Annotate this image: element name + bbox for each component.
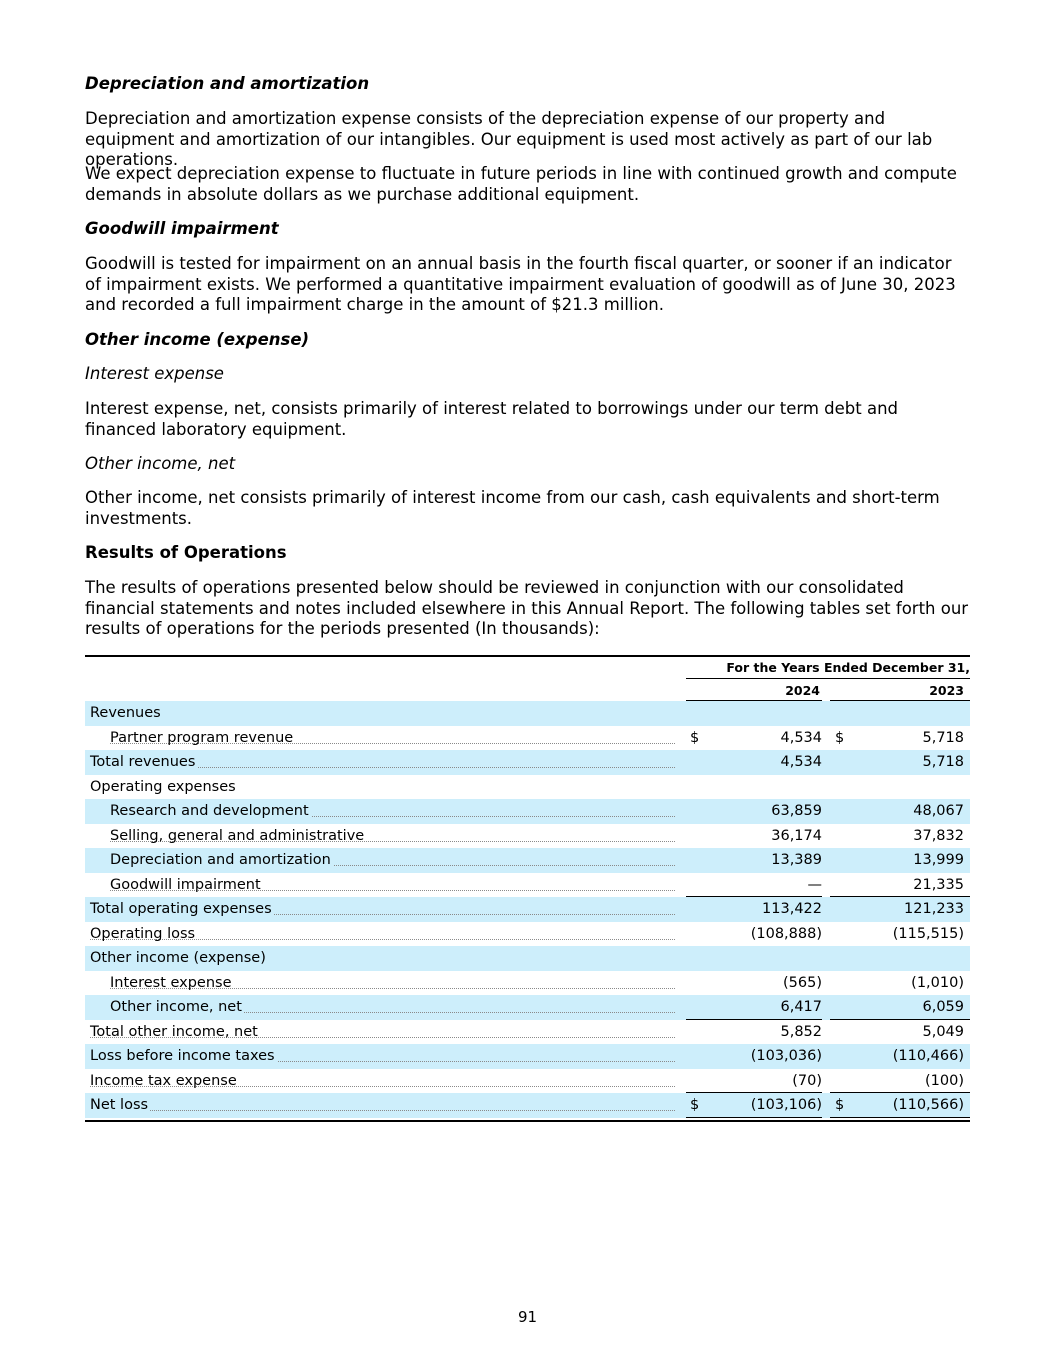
table-row <box>85 873 970 898</box>
row-label: Total operating expenses <box>90 901 272 917</box>
value-2024: 36,174 <box>771 827 822 844</box>
value-2024: 13,389 <box>771 852 822 868</box>
table-row <box>85 824 970 849</box>
subtotal-rule <box>830 1019 970 1020</box>
section-heading-goodwill: Goodwill impairment <box>85 219 279 238</box>
value-2023: (115,515) <box>892 925 964 942</box>
row-label: Total other income, net <box>90 1023 258 1040</box>
table-row <box>85 1093 970 1118</box>
currency-symbol: $ <box>690 729 700 746</box>
row-label: Operating expenses <box>90 778 236 795</box>
table-row <box>85 995 970 1020</box>
row-label: Depreciation and amortization <box>110 852 331 868</box>
paragraph-other-income-net: Other income, net consists primarily of interest income from our cash, cash equivalents and short-term investments. <box>85 488 940 528</box>
table-top-rule <box>85 655 970 657</box>
section-heading-results: Results of Operations <box>85 543 287 562</box>
row-label: Other income (expense) <box>90 950 266 966</box>
row-label: Loss before income taxes <box>90 1048 275 1064</box>
value-2024: 6,417 <box>780 999 822 1015</box>
paragraph-interest-expense: Interest expense, net, consists primarily of interest related to borrowings under our term debt and financed laboratory equipment. <box>85 399 899 439</box>
row-label: Partner program revenue <box>110 729 294 746</box>
subtotal-rule <box>830 1092 970 1093</box>
value-2023: 21,335 <box>913 876 964 893</box>
table-row <box>85 922 970 947</box>
section-heading-depreciation: Depreciation and amortization <box>85 74 370 93</box>
table-period-header: For the Years Ended December 31, <box>726 660 970 675</box>
header-rule <box>686 678 970 679</box>
table-row <box>85 775 970 800</box>
subtotal-rule <box>686 1092 822 1093</box>
table-bottom-rule <box>85 1120 970 1122</box>
row-label: Income tax expense <box>90 1072 237 1089</box>
value-2023: (100) <box>925 1072 964 1089</box>
value-2024: (565) <box>783 974 822 991</box>
table-row <box>85 726 970 751</box>
table-row <box>85 750 970 775</box>
value-2024: 5,852 <box>780 1023 822 1040</box>
subtotal-rule <box>830 896 970 897</box>
paragraph-depreciation-2: We expect depreciation expense to fluctuate in future periods in line with continued growth and compute demands in absolute dollars as we purchase additional equipment. <box>85 164 957 204</box>
value-2023: 37,832 <box>913 827 964 844</box>
table-row <box>85 1044 970 1069</box>
paragraph-results: The results of operations presented below should be reviewed in conjunction with our consolidated financial statements and notes included elsewhere in this Annual Report. The following tables set forth our results of operations for the periods presented (In thousands): <box>85 578 969 638</box>
value-2024: 4,534 <box>780 754 822 770</box>
value-2023: (110,466) <box>892 1048 964 1064</box>
page-number: 91 <box>517 1308 538 1326</box>
section-heading-other-income: Other income (expense) <box>85 330 310 349</box>
subheading-interest-expense: Interest expense <box>85 364 224 383</box>
table-row <box>85 971 970 996</box>
value-2023: (1,010) <box>911 974 964 991</box>
year-header-2023: 2023 <box>929 683 964 698</box>
table-row <box>85 1069 970 1094</box>
value-2023: (110,566) <box>892 1097 964 1113</box>
paragraph-depreciation-1: Depreciation and amortization expense consists of the depreciation expense of our property and equipment and amortization of our intangibles. Our equipment is used most actively as part of our lab operations. <box>85 109 933 169</box>
row-label: Total revenues <box>90 754 196 770</box>
value-2023: 5,049 <box>922 1023 964 1040</box>
dot-leader <box>90 1110 675 1111</box>
value-2024: (103,036) <box>750 1048 822 1064</box>
row-label: Net loss <box>90 1097 149 1113</box>
table-row <box>85 1020 970 1045</box>
currency-symbol: $ <box>835 729 845 746</box>
value-2024: — <box>807 876 822 893</box>
value-2024: (108,888) <box>750 925 822 942</box>
value-2023: 48,067 <box>913 803 964 819</box>
table-row <box>85 701 970 726</box>
subtotal-rule <box>686 896 822 897</box>
row-label: Research and development <box>110 803 309 819</box>
row-label: Interest expense <box>110 974 232 991</box>
value-2024: (70) <box>792 1072 822 1089</box>
value-2023: 6,059 <box>922 999 964 1015</box>
value-2024: 113,422 <box>762 901 822 917</box>
paragraph-goodwill-1: Goodwill is tested for impairment on an annual basis in the fourth fiscal quarter, or sooner if an indicator of impairment exists. We performed a quantitative impairment evaluation of goodwill as of June 30, 2023 and recorded a full impairment charge in the amount of $21.3 million. <box>85 254 956 314</box>
currency-symbol: $ <box>835 1097 845 1113</box>
table-row <box>85 897 970 922</box>
subheading-other-income-net: Other income, net <box>85 454 236 473</box>
value-2023: 5,718 <box>922 729 964 746</box>
value-2023: 121,233 <box>904 901 964 917</box>
value-2023: 5,718 <box>922 754 964 770</box>
value-2024: 63,859 <box>771 803 822 819</box>
value-2024: (103,106) <box>750 1097 822 1113</box>
value-2023: 13,999 <box>913 852 964 868</box>
table-row <box>85 848 970 873</box>
row-label: Goodwill impairment <box>110 876 261 893</box>
currency-symbol: $ <box>690 1097 700 1113</box>
row-label: Selling, general and administrative <box>110 827 365 844</box>
row-label: Other income, net <box>110 999 242 1015</box>
table-row <box>85 946 970 971</box>
table-row <box>85 799 970 824</box>
value-2024: 4,534 <box>780 729 822 746</box>
row-label: Operating loss <box>90 925 196 942</box>
row-label: Revenues <box>90 705 161 721</box>
year-header-2024: 2024 <box>785 683 820 698</box>
subtotal-rule <box>686 1019 822 1020</box>
